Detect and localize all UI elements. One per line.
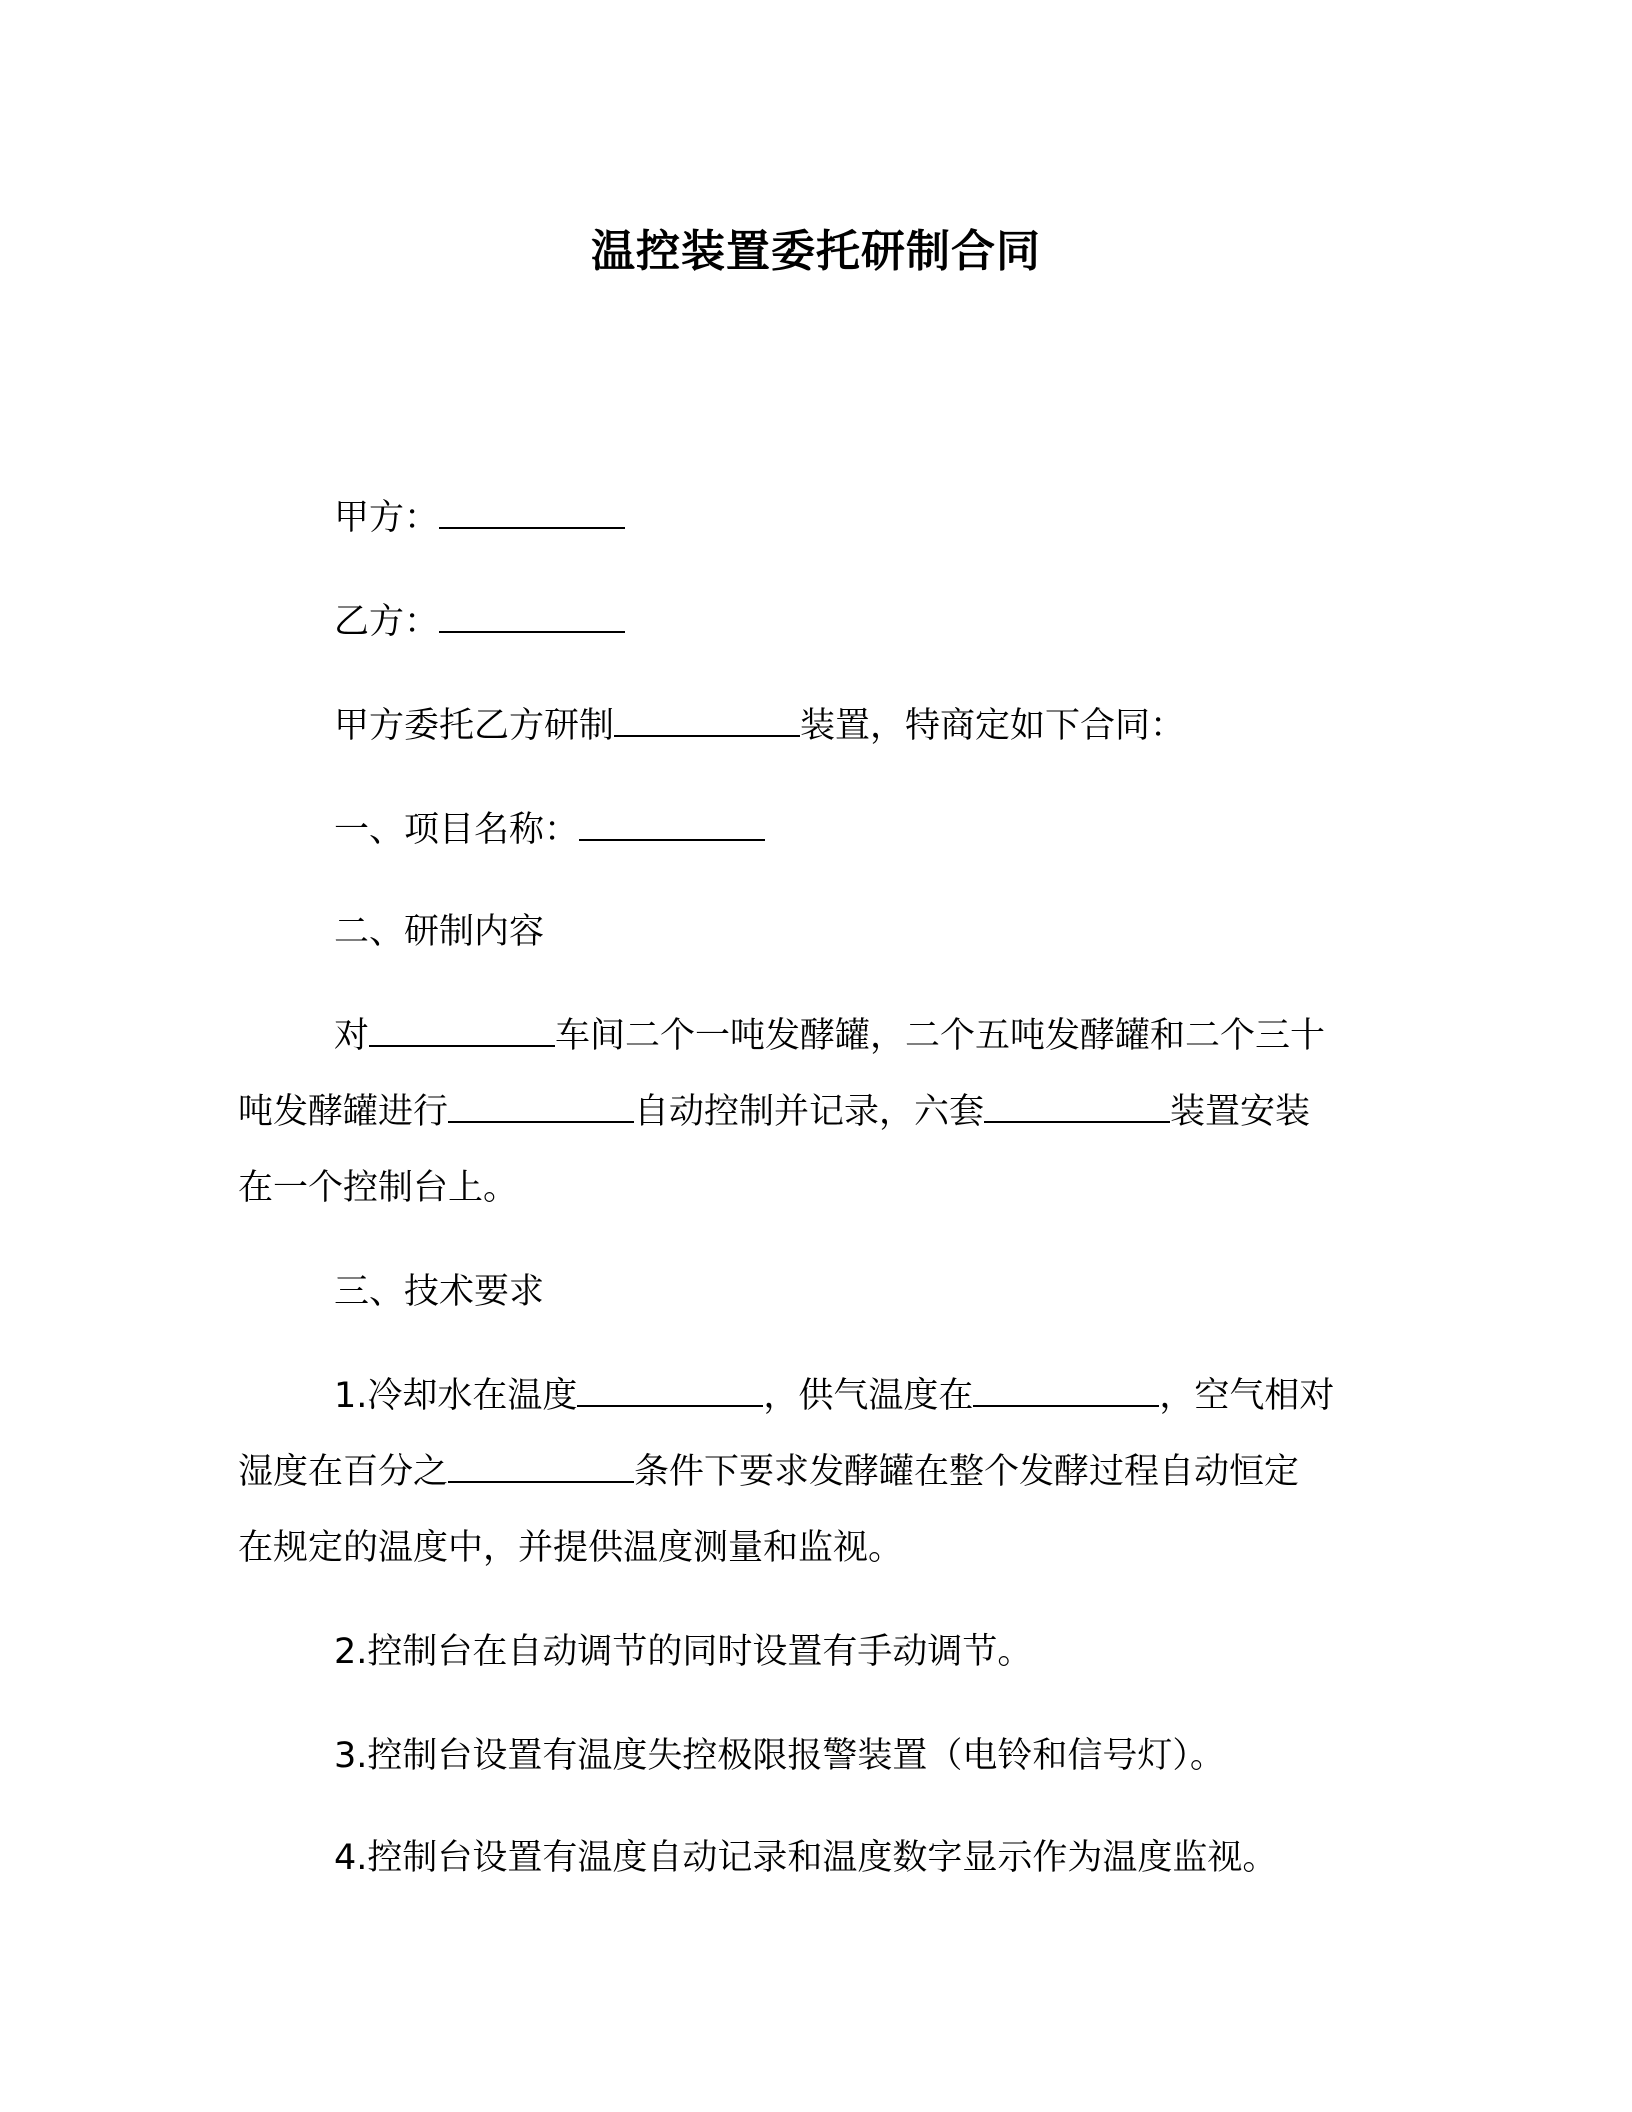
section2-paragraph-line2 bbox=[238, 1090, 1310, 1134]
party-b-blank bbox=[439, 601, 625, 633]
device-blank bbox=[614, 705, 800, 737]
s2-line2-mid: 自动控制并记录，六套 bbox=[634, 1092, 985, 1132]
section2-paragraph-line1 bbox=[334, 1014, 1325, 1058]
cooling-water-temp-blank bbox=[577, 1375, 763, 1407]
s2-line2-after: 装置安装 bbox=[1170, 1092, 1311, 1132]
party-a-blank bbox=[439, 497, 625, 529]
air-supply-temp-blank bbox=[973, 1375, 1159, 1407]
intro-line bbox=[334, 704, 1185, 748]
party-b-line bbox=[334, 600, 625, 644]
intro-text-before: 甲方委托乙方研制 bbox=[334, 706, 615, 746]
requirement1-line2 bbox=[238, 1450, 1299, 1494]
section2-paragraph-line3: 在一个控制台上。 bbox=[238, 1168, 519, 1208]
r1-line1-before: 1.冷却水在温度 bbox=[334, 1376, 578, 1416]
r1-line2-after: 条件下要求发酵罐在整个发酵过程自动恒定 bbox=[634, 1452, 1300, 1492]
party-a-line bbox=[334, 496, 625, 540]
requirement3: 3.控制台设置有温度失控极限报警装置（电铃和信号灯）。 bbox=[334, 1736, 1225, 1776]
r1-line1-after: ，空气相对 bbox=[1159, 1376, 1335, 1416]
control-type-blank bbox=[448, 1091, 634, 1123]
section3-heading: 三、技术要求 bbox=[334, 1272, 545, 1312]
document-title: 温控装置委托研制合同 bbox=[591, 226, 1041, 277]
humidity-blank bbox=[448, 1451, 634, 1483]
requirement2: 2.控制台在自动调节的同时设置有手动调节。 bbox=[334, 1632, 1033, 1672]
requirement1-line3: 在规定的温度中，并提供温度测量和监视。 bbox=[238, 1528, 904, 1568]
device-count-blank bbox=[984, 1091, 1170, 1123]
s2-line2-before: 吨发酵罐进行 bbox=[238, 1092, 449, 1132]
intro-text-after: 装置，特商定如下合同： bbox=[800, 706, 1186, 746]
party-b-label: 乙方： bbox=[334, 602, 440, 642]
project-name-blank bbox=[579, 809, 765, 841]
section1-label: 一、项目名称： bbox=[334, 810, 580, 850]
s2-line1-before: 对 bbox=[334, 1016, 370, 1056]
r1-line1-mid: ，供气温度在 bbox=[763, 1376, 974, 1416]
requirement1-line1 bbox=[334, 1374, 1334, 1418]
party-a-label: 甲方： bbox=[334, 498, 440, 538]
requirement4: 4.控制台设置有温度自动记录和温度数字显示作为温度监视。 bbox=[334, 1838, 1278, 1878]
section1-line bbox=[334, 808, 765, 852]
workshop-blank bbox=[369, 1015, 555, 1047]
s2-line1-after: 车间二个一吨发酵罐，二个五吨发酵罐和二个三十 bbox=[555, 1016, 1326, 1056]
r1-line2-before: 湿度在百分之 bbox=[238, 1452, 449, 1492]
section2-heading: 二、研制内容 bbox=[334, 912, 545, 952]
